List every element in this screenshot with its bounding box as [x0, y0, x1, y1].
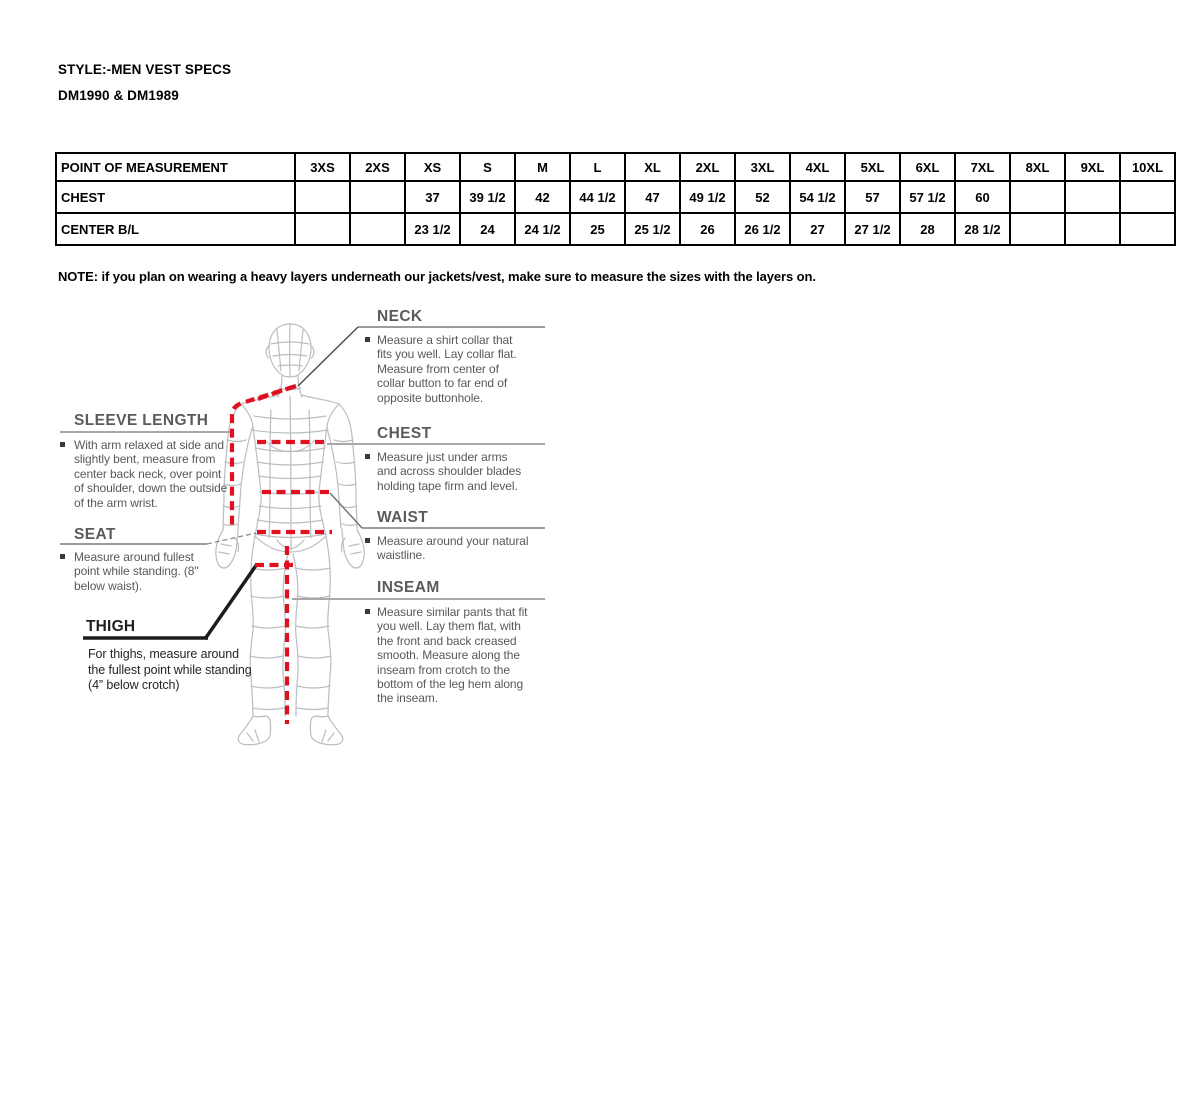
measurement-cell: 28 1/2	[955, 213, 1010, 245]
measurement-cell: 57	[845, 181, 900, 213]
col-header-3xl: 3XL	[735, 153, 790, 181]
thigh-title: THIGH	[86, 618, 136, 635]
inseam-title: INSEAM	[377, 579, 440, 596]
seat-connector	[207, 533, 256, 544]
col-header-2xs: 2XS	[350, 153, 405, 181]
col-header-l: L	[570, 153, 625, 181]
measurement-cell	[295, 181, 350, 213]
measurement-cell: 54 1/2	[790, 181, 845, 213]
sleeve-instructions: With arm relaxed at side and slightly bent, measure from center back neck, over point of shoulder, down the outside of the arm wrist.	[74, 438, 228, 510]
measurement-cell: 27	[790, 213, 845, 245]
measurement-cell: 47	[625, 181, 680, 213]
measurement-cell	[1010, 213, 1065, 245]
col-header-s: S	[460, 153, 515, 181]
col-header-8xl: 8XL	[1010, 153, 1065, 181]
col-header-2xl: 2XL	[680, 153, 735, 181]
measurement-cell: 57 1/2	[900, 181, 955, 213]
measurement-cell	[1065, 181, 1120, 213]
measurement-cell	[1120, 181, 1175, 213]
table-row-center-b-l	[56, 213, 1175, 245]
measurement-cell: 24	[460, 213, 515, 245]
thigh-instructions: For thighs, measure around the fullest point while standing (4” below crotch)	[88, 647, 252, 692]
chest-title: CHEST	[377, 425, 432, 442]
col-header-xl: XL	[625, 153, 680, 181]
seat-title: SEAT	[74, 526, 116, 543]
measurement-cell	[1065, 213, 1120, 245]
model-numbers: DM1990 & DM1989	[58, 88, 179, 103]
neck-instructions: Measure a shirt collar that fits you well. Lay collar flat. Measure from center of collar button to far end of opposite buttonhole.	[377, 333, 517, 405]
measurement-cell: 23 1/2	[405, 213, 460, 245]
chest-instructions: Measure just under arms and across shoulder blades holding tape firm and level.	[377, 450, 522, 493]
col-header-3xs: 3XS	[295, 153, 350, 181]
measurement-cell	[350, 181, 405, 213]
waist-bullet	[365, 538, 370, 543]
sleeve-bullet	[60, 442, 65, 447]
measurement-cell: 39 1/2	[460, 181, 515, 213]
col-header-9xl: 9XL	[1065, 153, 1120, 181]
waist-connector	[330, 493, 362, 528]
seat-instructions: Measure around fullest point while standing. (8" below waist).	[74, 550, 199, 593]
waist-title: WAIST	[377, 509, 429, 526]
col-header-5xl: 5XL	[845, 153, 900, 181]
chest-bullet	[365, 454, 370, 459]
neck-title: NECK	[377, 308, 423, 325]
measurement-cell: 60	[955, 181, 1010, 213]
measurement-cell: 52	[735, 181, 790, 213]
measurement-cell: 37	[405, 181, 460, 213]
measurement-cell: 44 1/2	[570, 181, 625, 213]
col-header-6xl: 6XL	[900, 153, 955, 181]
measurement-cell	[295, 213, 350, 245]
sleeve-length-title: SLEEVE LENGTH	[74, 412, 209, 429]
waist-instructions: Measure around your natural waistline.	[377, 534, 529, 563]
col-header-xs: XS	[405, 153, 460, 181]
thigh-connector	[205, 564, 257, 639]
measurement-cell: 25	[570, 213, 625, 245]
seat-bullet	[60, 554, 65, 559]
row-label: CENTER B/L	[56, 213, 295, 245]
how-to-measure-diagram	[55, 300, 560, 765]
measurement-cell: 24 1/2	[515, 213, 570, 245]
inseam-instructions: Measure similar pants that fit you well. Lay them flat, with the front and back creased smooth. Measure along the inseam from crotch to the bottom of the leg hem along the inseam.	[377, 605, 528, 706]
measurement-cell: 26 1/2	[735, 213, 790, 245]
size-table-container	[55, 152, 1176, 246]
measurement-cell: 28	[900, 213, 955, 245]
col-header-point-of-measurement: POINT OF MEASUREMENT	[56, 153, 295, 181]
col-header-7xl: 7XL	[955, 153, 1010, 181]
row-label: CHEST	[56, 181, 295, 213]
size-table	[55, 152, 1176, 246]
measurement-cell: 27 1/2	[845, 213, 900, 245]
col-header-4xl: 4XL	[790, 153, 845, 181]
style-title: STYLE:-MEN VEST SPECS	[58, 62, 232, 77]
measurement-cell	[350, 213, 405, 245]
measurement-cell	[1120, 213, 1175, 245]
measurement-cell: 42	[515, 181, 570, 213]
measurement-cell: 26	[680, 213, 735, 245]
col-header-m: M	[515, 153, 570, 181]
table-row-chest	[56, 181, 1175, 213]
measurement-cell: 25 1/2	[625, 213, 680, 245]
col-header-10xl: 10XL	[1120, 153, 1175, 181]
measurement-cell: 49 1/2	[680, 181, 735, 213]
measurement-cell	[1010, 181, 1065, 213]
neck-bullet	[365, 337, 370, 342]
inseam-bullet	[365, 609, 370, 614]
measurement-note: NOTE: if you plan on wearing a heavy layers underneath our jackets/vest, make sure to measure the sizes with the layers on.	[58, 269, 816, 284]
